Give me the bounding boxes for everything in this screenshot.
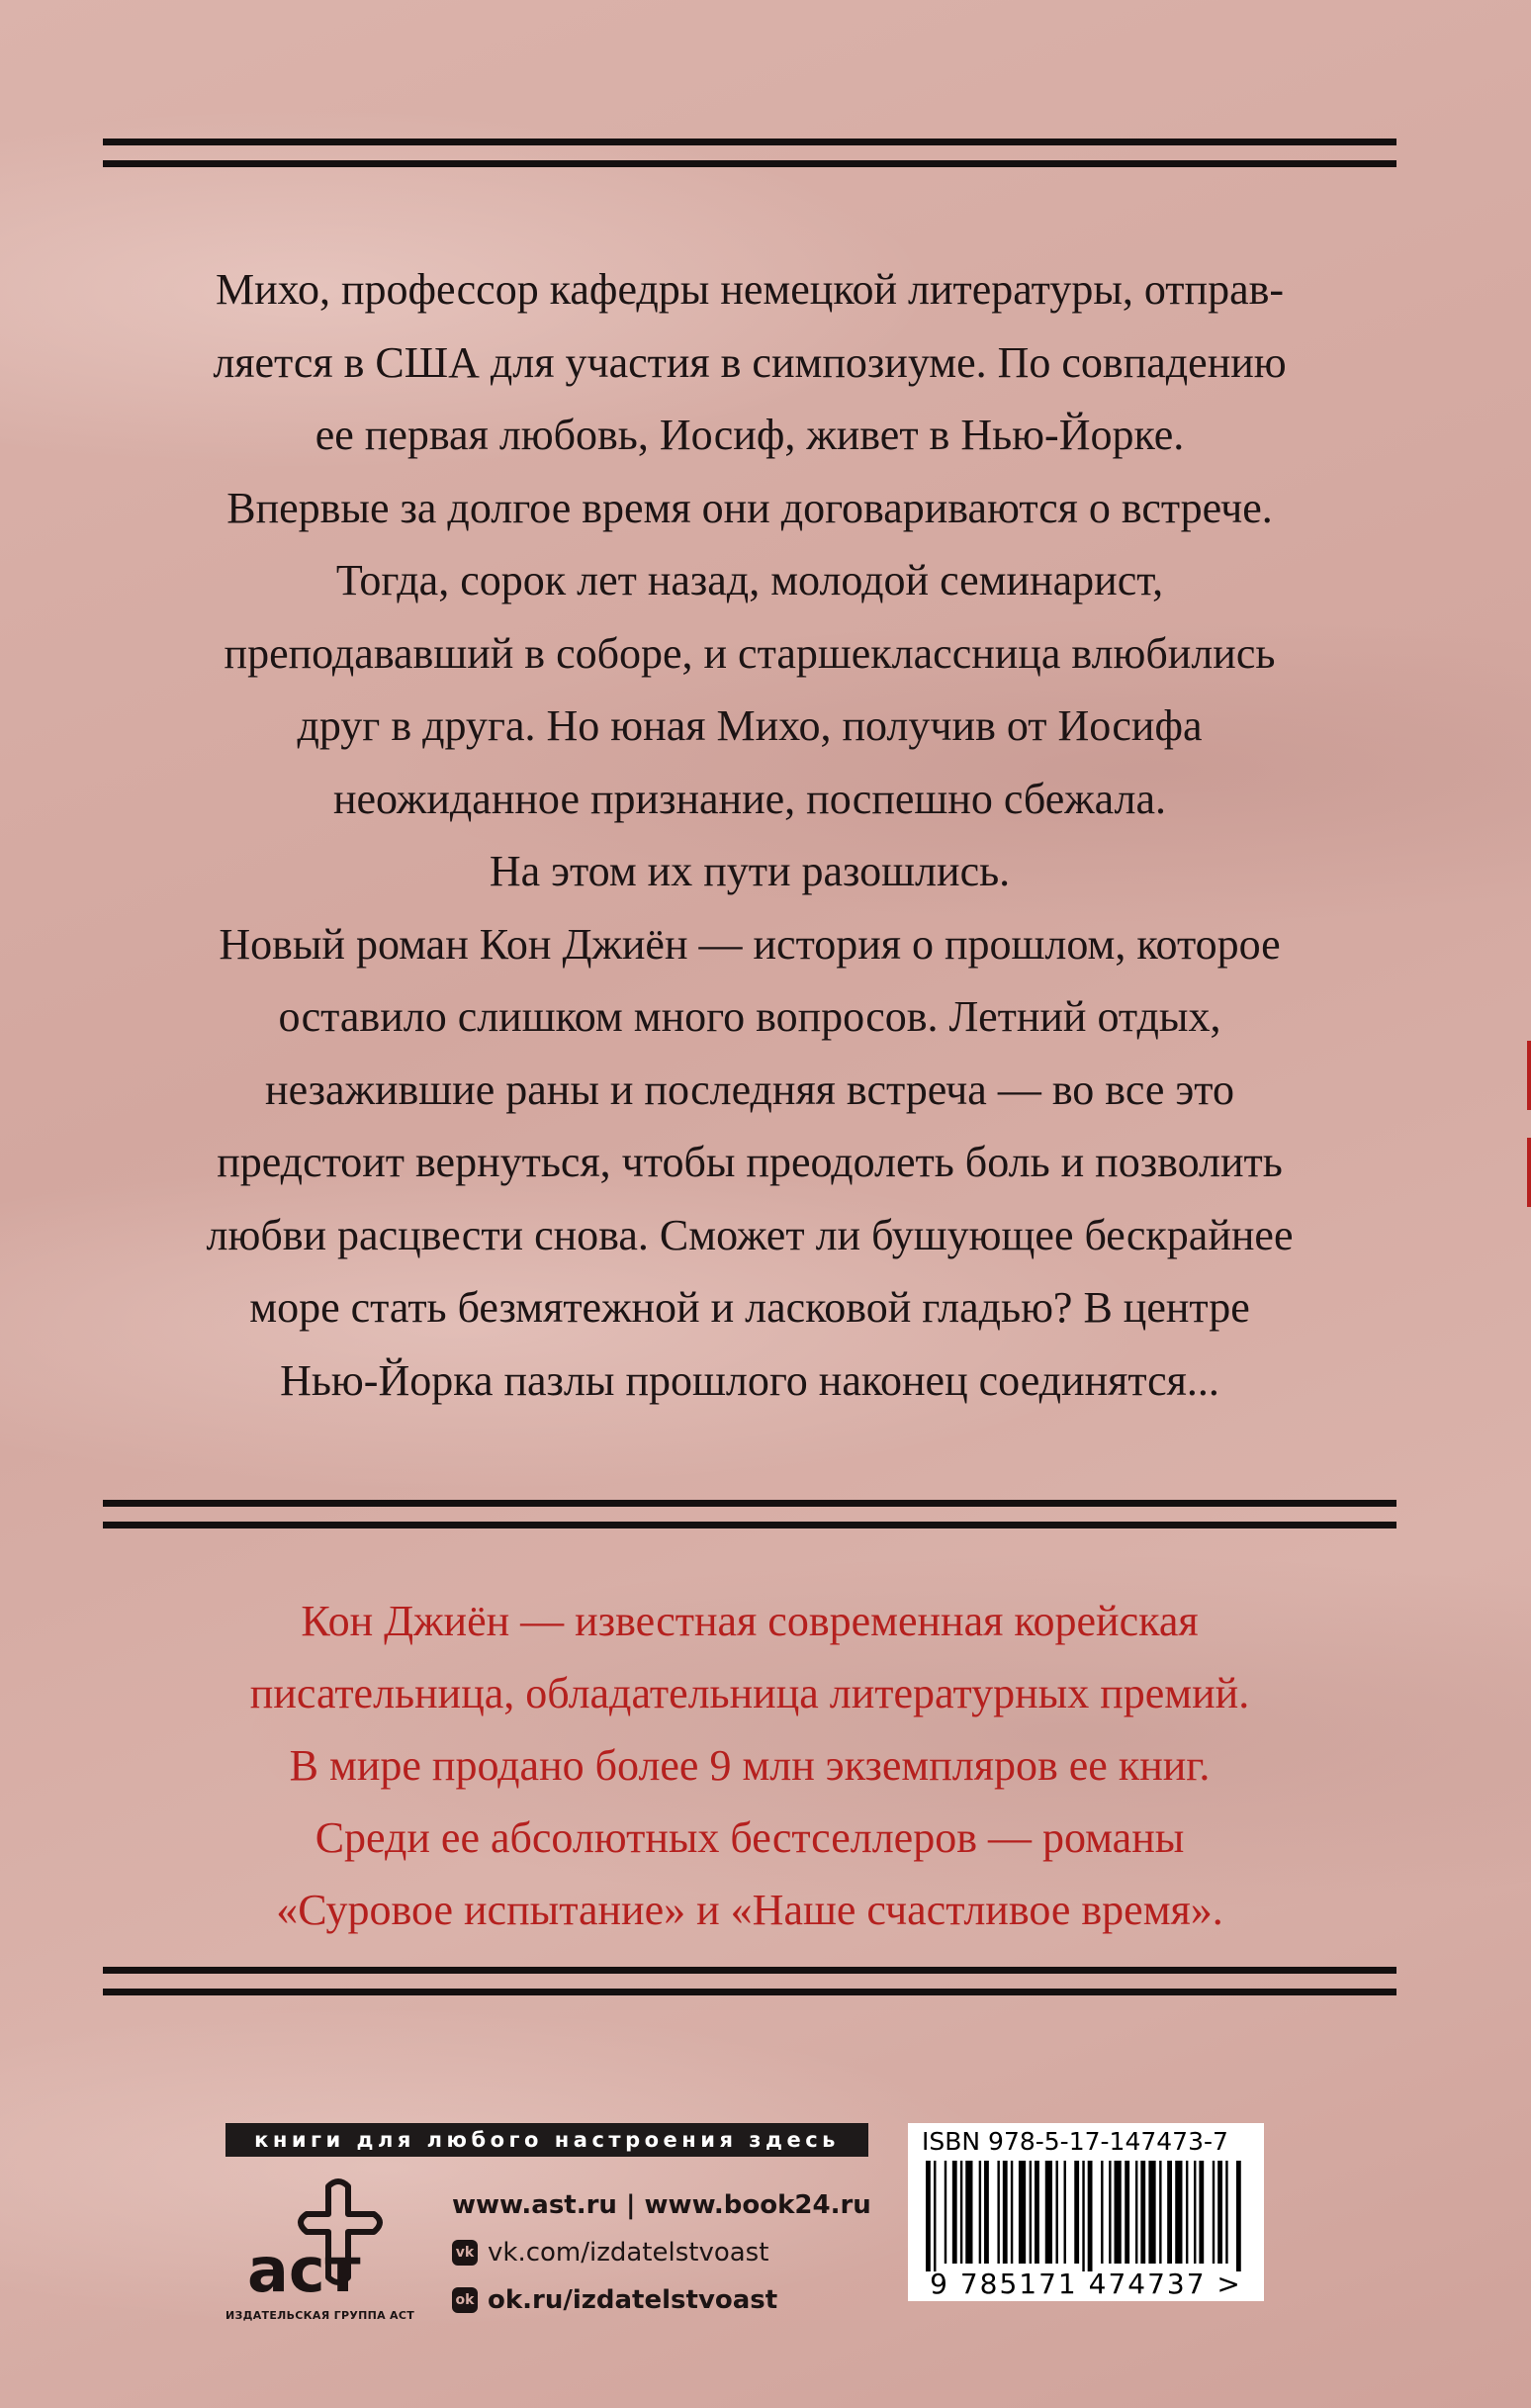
barcode-bar <box>1088 2161 1093 2271</box>
barcode-bar <box>1186 2161 1188 2264</box>
edge-mark <box>1527 1041 1531 1110</box>
barcode-bar <box>1225 2161 1227 2264</box>
barcode-bar <box>934 2161 936 2271</box>
barcode-bar <box>1019 2161 1026 2264</box>
isbn-label: ISBN 978-5-17-147473-7 <box>922 2127 1228 2156</box>
ast-logo-icon <box>225 2175 404 2307</box>
author-bio <box>103 1585 1396 1946</box>
book-description <box>103 253 1396 1417</box>
ok-link-text: ok.ru/izdatelstvoast <box>488 2285 778 2315</box>
barcode-bar <box>979 2161 981 2264</box>
barcode-bar <box>1030 2161 1032 2264</box>
rule-line <box>103 1500 1396 1507</box>
barcode-bar <box>1035 2161 1039 2264</box>
publisher-caption: ИЗДАТЕЛЬСКАЯ ГРУППА АСТ <box>225 2309 415 2322</box>
websites-link[interactable] <box>452 2181 871 2229</box>
barcode-bar <box>1199 2161 1204 2264</box>
rule-line <box>103 1522 1396 1528</box>
barcode-bar <box>997 2161 999 2264</box>
description-paragraph-1: Михо, профессор кафедры немецкой литературы, отправ- ляется в США для участия в симпозиуме. По совпадению ее первая любовь, Иосиф, живет в Нью-Йорке. Впервые за долгое время они договариваются о встрече. Тогда, сорок лет назад, молодой семинарист, преподававший в соборе, и старшеклассница влюбились друг в друга. Но юная Михо, получив от Иосифа неожиданное признание, поспешно сбежала. На этом их пути разошлись. <box>213 265 1287 895</box>
barcode-bar <box>1082 2161 1084 2271</box>
barcode-bar <box>1045 2161 1052 2264</box>
barcode-bar <box>960 2161 962 2264</box>
barcode-bar <box>945 2161 946 2264</box>
barcode-digits: 9 785171 474737 > <box>930 2268 1242 2300</box>
description-paragraph-2: Новый роман Кон Джиён — история о прошлом, которое оставило слишком много вопросов. Летний отдых, незажившие раны и последняя встреча — во все это предстоит вернуться, чтобы преодолеть боль и позволить любви расцвести снова. Сможет ли бушующее бескрайнее море стать безмятежной и ласковой гладью? В центре Нью-Йорка пазлы прошлого наконец соединятся... <box>206 919 1294 1405</box>
barcode-bar <box>1167 2161 1172 2264</box>
websites-text: www.ast.ru | www.book24.ru <box>452 2190 871 2220</box>
barcode-bar <box>1055 2161 1057 2264</box>
barcode-bar <box>1148 2161 1155 2264</box>
barcode-bar <box>1213 2161 1215 2264</box>
vk-icon: vk <box>452 2240 478 2266</box>
barcode-bar <box>926 2161 931 2271</box>
bottom-double-rule <box>103 1967 1396 1995</box>
middle-double-rule <box>103 1500 1396 1528</box>
barcode-bar <box>1135 2161 1137 2264</box>
barcode-bar <box>1194 2161 1196 2264</box>
publisher-logo <box>225 2175 415 2345</box>
barcode-bar <box>1064 2161 1066 2264</box>
vk-link[interactable] <box>452 2229 871 2276</box>
barcode-bar <box>1109 2161 1111 2264</box>
barcode-bar <box>1217 2161 1222 2264</box>
rule-line <box>103 1989 1396 1995</box>
barcode-bar <box>1115 2161 1122 2264</box>
barcode-bar <box>1011 2161 1013 2264</box>
barcode-bar <box>952 2161 957 2264</box>
top-double-rule <box>103 139 1396 167</box>
rule-line <box>103 139 1396 145</box>
barcode-icon <box>926 2161 1244 2271</box>
barcode-bar <box>1236 2161 1241 2271</box>
ok-link[interactable] <box>452 2276 871 2324</box>
rule-line <box>103 1967 1396 1974</box>
publisher-tagline: книги для любого настроения здесь <box>225 2123 868 2157</box>
barcode-bar <box>1125 2161 1129 2264</box>
logo-wordmark: аст <box>247 2234 361 2306</box>
barcode-bar <box>1074 2161 1079 2264</box>
isbn-barcode-box <box>908 2123 1264 2301</box>
ok-icon: ok <box>452 2287 478 2313</box>
vk-link-text: vk.com/izdatelstvoast <box>488 2238 769 2268</box>
barcode-bar <box>1003 2161 1008 2264</box>
barcode-bar <box>984 2161 989 2264</box>
barcode-bar <box>1159 2161 1161 2264</box>
barcode-bar <box>1140 2161 1145 2264</box>
publisher-links <box>452 2181 871 2324</box>
author-bio-text: Кон Джиён — известная современная корейская писательница, обладательница литературных премий. В мире продано более 9 млн экземпляров ее книг. Среди ее абсолютных бестселлеров — романы «Суровое испытание» и «Наше счастливое время». <box>249 1597 1250 1934</box>
barcode-bar <box>965 2161 972 2264</box>
edge-mark <box>1527 1138 1531 1207</box>
barcode-bar <box>1101 2161 1103 2264</box>
rule-line <box>103 160 1396 167</box>
barcode-bar <box>1175 2161 1182 2264</box>
